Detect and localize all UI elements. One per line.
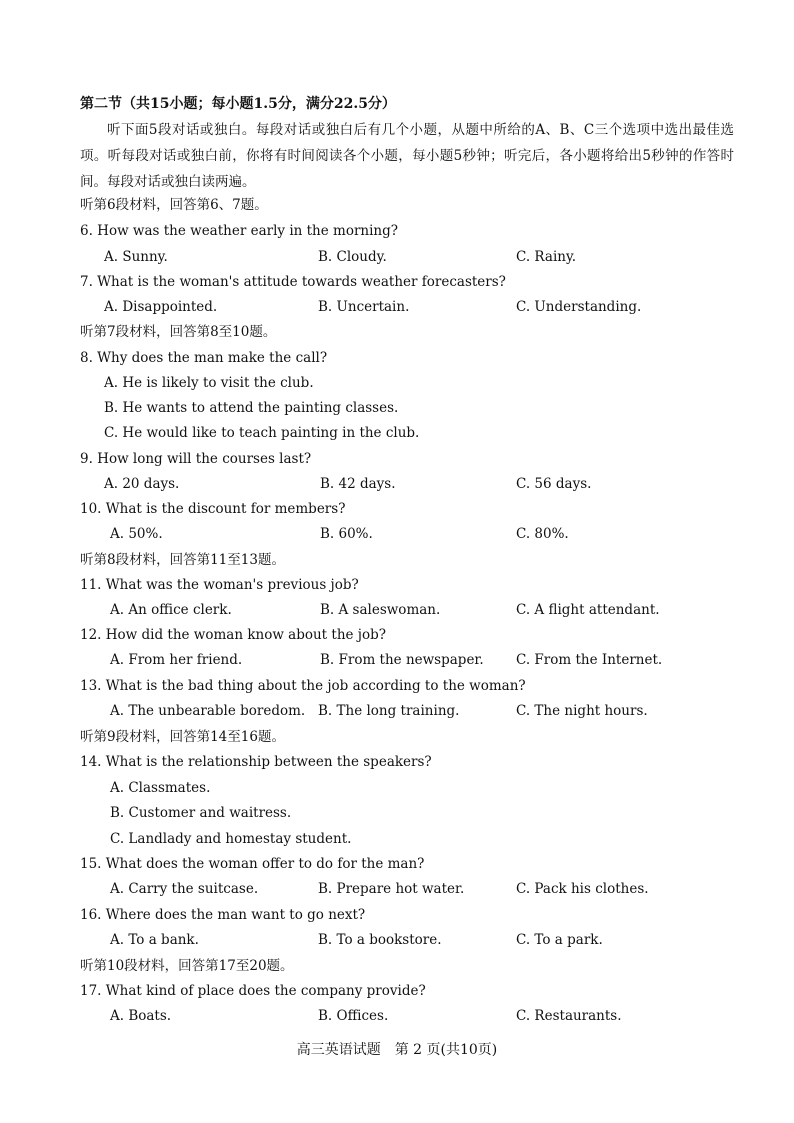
section-title: 第二节（共15小题；每小题1.5分，满分22.5分） [80,96,396,112]
option-b: B. Cloudy. [318,249,387,265]
option-a: A. 50%. [110,526,163,542]
option-a: A. He is likely to visit the club. [104,375,314,391]
question-stem: 10. What is the discount for members? [80,501,346,517]
option-c: C. 56 days. [516,476,592,492]
option-a: A. Carry the suitcase. [110,881,259,897]
option-c: C. Understanding. [516,299,642,315]
question-stem: 8. Why does the man make the call? [80,350,328,366]
option-a: A. The unbearable boredom. [110,703,306,719]
option-c: C. 80%. [516,526,569,542]
option-c: C. Landlady and homestay student. [110,831,352,847]
option-c: C. From the Internet. [516,652,663,668]
option-c: C. A flight attendant. [516,602,660,618]
question-stem: 16. Where does the man want to go next? [80,907,366,923]
option-a: A. 20 days. [104,476,180,492]
option-a: A. From her friend. [110,652,243,668]
material-head: 听第10段材料，回答第17至20题。 [80,958,294,974]
option-a: A. Boats. [110,1008,172,1024]
option-c: C. Restaurants. [516,1008,622,1024]
option-a: A. Classmates. [110,780,211,796]
question-stem: 6. How was the weather early in the morning? [80,223,398,239]
option-b: B. A saleswoman. [320,602,441,618]
option-a: A. Disappointed. [104,299,218,315]
question-stem: 13. What is the bad thing about the job according to the woman? [80,678,526,694]
option-b: B. 42 days. [320,476,396,492]
material-head: 听第7段材料，回答第8至10题。 [80,324,277,340]
question-stem: 7. What is the woman's attitude towards weather forecasters? [80,274,506,290]
option-b: B. Uncertain. [318,299,410,315]
material-head: 听第6段材料，回答第6、7题。 [80,197,268,213]
option-b: B. 60%. [320,526,373,542]
question-stem: 17. What kind of place does the company provide? [80,983,426,999]
option-c: C. The night hours. [516,703,648,719]
question-stem: 14. What is the relationship between the speakers? [80,754,432,770]
question-stem: 9. How long will the courses last? [80,451,312,467]
option-b: B. To a bookstore. [318,932,442,948]
option-c: C. Rainy. [516,249,577,265]
option-c: C. Pack his clothes. [516,881,649,897]
option-b: B. Offices. [318,1008,389,1024]
option-b: B. From the newspaper. [320,652,484,668]
option-b: B. The long training. [318,703,460,719]
material-head: 听第9段材料，回答第14至16题。 [80,729,285,745]
option-a: A. To a bank. [110,932,199,948]
option-b: B. Customer and waitress. [110,805,292,821]
question-stem: 15. What does the woman offer to do for the man? [80,856,425,872]
material-head: 听第8段材料，回答第11至13题。 [80,552,285,568]
option-a: A. Sunny. [104,249,168,265]
option-c: C. He would like to teach painting in the club. [104,425,420,441]
option-b: B. Prepare hot water. [318,881,465,897]
section-instructions: 听下面5段对话或独白。每段对话或独白后有几个小题，从题中所给的A、B、C三个选项中选出最佳选项。听每段对话或独白前，你将有时间阅读各个小题，每小题5秒钟；听完后，各小题将给出5秒钟的作答时间。每段对话或独白读两遍。 [80,122,734,190]
option-a: A. An office clerk. [110,602,232,618]
option-b: B. He wants to attend the painting classes. [104,400,399,416]
question-stem: 12. How did the woman know about the job? [80,627,386,643]
option-c: C. To a park. [516,932,603,948]
question-stem: 11. What was the woman's previous job? [80,577,359,593]
page-footer: 高三英语试题 第 2 页(共10页) [296,1042,498,1058]
